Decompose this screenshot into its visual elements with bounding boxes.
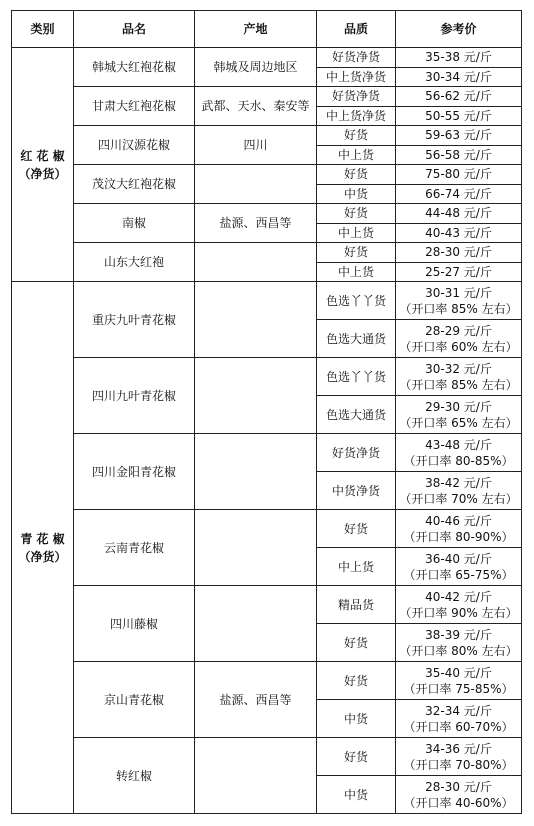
price-cell: 30-34 元/斤 [396, 67, 522, 87]
table-row [12, 434, 522, 472]
header-product: 品名 [74, 11, 195, 48]
category-green-note: （净货） [18, 549, 67, 564]
open-rate-note: （开口率 60-70%） [403, 719, 514, 734]
open-rate-note: （开口率 60% 左右） [399, 339, 518, 354]
price-cell: 59-63 元/斤 [396, 126, 522, 146]
price-value: 30-32 元/斤 [425, 361, 492, 376]
table-row [12, 662, 522, 700]
quality-cell: 好货 [317, 126, 396, 146]
table-row [12, 510, 522, 548]
table-row [12, 165, 522, 185]
table-row [12, 48, 522, 68]
quality-cell: 中上货 [317, 548, 396, 586]
quality-cell: 中货 [317, 776, 396, 814]
product-origin [195, 165, 317, 204]
price-value: 28-29 元/斤 [425, 323, 492, 338]
price-cell: 75-80 元/斤 [396, 165, 522, 185]
quality-cell: 中上货 [317, 223, 396, 243]
quality-cell: 好货 [317, 204, 396, 224]
category-red-name: 红 花 椒 [20, 148, 65, 163]
product-name: 重庆九叶青花椒 [74, 282, 195, 358]
price-cell: 56-58 元/斤 [396, 145, 522, 165]
price-cell [396, 738, 522, 776]
quality-cell: 好货 [317, 165, 396, 185]
header-category: 类别 [12, 11, 74, 48]
price-cell: 40-43 元/斤 [396, 223, 522, 243]
table-row [12, 282, 522, 320]
quality-cell: 好货 [317, 510, 396, 548]
quality-cell: 色选丫丫货 [317, 358, 396, 396]
product-name: 南椒 [74, 204, 195, 243]
category-green [12, 282, 74, 814]
product-origin: 韩城及周边地区 [195, 48, 317, 87]
price-cell [396, 396, 522, 434]
price-cell: 56-62 元/斤 [396, 87, 522, 107]
price-cell [396, 320, 522, 358]
category-green-name: 青 花 椒 [20, 531, 65, 546]
open-rate-note: （开口率 75-85%） [403, 681, 514, 696]
product-name: 四川藤椒 [74, 586, 195, 662]
price-cell [396, 548, 522, 586]
header-price: 参考价 [396, 11, 522, 48]
product-name: 茂汶大红袍花椒 [74, 165, 195, 204]
table-row [12, 586, 522, 624]
quality-cell: 好货净货 [317, 434, 396, 472]
price-value: 36-40 元/斤 [425, 551, 492, 566]
product-name: 云南青花椒 [74, 510, 195, 586]
quality-cell: 中上货 [317, 262, 396, 282]
quality-cell: 中货 [317, 700, 396, 738]
product-origin: 盐源、西昌等 [195, 662, 317, 738]
product-origin: 盐源、西昌等 [195, 204, 317, 243]
price-cell: 50-55 元/斤 [396, 106, 522, 126]
open-rate-note: （开口率 85% 左右） [399, 377, 518, 392]
price-cell [396, 776, 522, 814]
price-value: 32-34 元/斤 [425, 703, 492, 718]
quality-cell: 中上货净货 [317, 67, 396, 87]
price-value: 29-30 元/斤 [425, 399, 492, 414]
open-rate-note: （开口率 70% 左右） [399, 491, 518, 506]
quality-cell: 好货 [317, 243, 396, 263]
quality-cell: 中货 [317, 184, 396, 204]
price-cell [396, 624, 522, 662]
table-row [12, 126, 522, 146]
price-value: 43-48 元/斤 [425, 437, 492, 452]
product-name: 韩城大红袍花椒 [74, 48, 195, 87]
price-value: 40-46 元/斤 [425, 513, 492, 528]
price-value: 40-42 元/斤 [425, 589, 492, 604]
open-rate-note: （开口率 80-90%） [403, 529, 514, 544]
product-origin [195, 358, 317, 434]
product-name: 四川汉源花椒 [74, 126, 195, 165]
open-rate-note: （开口率 40-60%） [403, 795, 514, 810]
table-row [12, 358, 522, 396]
quality-cell: 中上货净货 [317, 106, 396, 126]
quality-cell: 好货 [317, 662, 396, 700]
price-cell [396, 358, 522, 396]
price-table [11, 10, 522, 814]
open-rate-note: （开口率 80% 左右） [399, 643, 518, 658]
quality-cell: 色选大通货 [317, 320, 396, 358]
price-value: 35-40 元/斤 [425, 665, 492, 680]
table-row [12, 87, 522, 107]
header-quality: 品质 [317, 11, 396, 48]
price-cell [396, 510, 522, 548]
price-value: 38-42 元/斤 [425, 475, 492, 490]
product-origin: 四川 [195, 126, 317, 165]
quality-cell: 中货净货 [317, 472, 396, 510]
quality-cell: 精品货 [317, 586, 396, 624]
open-rate-note: （开口率 65-75%） [403, 567, 514, 582]
product-name: 京山青花椒 [74, 662, 195, 738]
price-cell [396, 586, 522, 624]
price-cell: 28-30 元/斤 [396, 243, 522, 263]
table-row [12, 204, 522, 224]
price-cell: 35-38 元/斤 [396, 48, 522, 68]
product-origin [195, 434, 317, 510]
price-cell [396, 472, 522, 510]
table-row [12, 738, 522, 776]
product-origin [195, 243, 317, 282]
quality-cell: 好货净货 [317, 87, 396, 107]
open-rate-note: （开口率 85% 左右） [399, 301, 518, 316]
product-name: 四川九叶青花椒 [74, 358, 195, 434]
product-origin [195, 738, 317, 814]
header-origin: 产地 [195, 11, 317, 48]
quality-cell: 色选大通货 [317, 396, 396, 434]
product-name: 甘肃大红袍花椒 [74, 87, 195, 126]
price-value: 34-36 元/斤 [425, 741, 492, 756]
price-cell: 44-48 元/斤 [396, 204, 522, 224]
product-origin [195, 510, 317, 586]
open-rate-note: （开口率 80-85%） [403, 453, 514, 468]
open-rate-note: （开口率 90% 左右） [399, 605, 518, 620]
price-cell [396, 662, 522, 700]
quality-cell: 色选丫丫货 [317, 282, 396, 320]
product-origin [195, 586, 317, 662]
category-red [12, 48, 74, 282]
product-name: 山东大红袍 [74, 243, 195, 282]
product-name: 转红椒 [74, 738, 195, 814]
price-cell: 25-27 元/斤 [396, 262, 522, 282]
price-cell: 66-74 元/斤 [396, 184, 522, 204]
price-value: 38-39 元/斤 [425, 627, 492, 642]
product-origin [195, 282, 317, 358]
category-red-note: （净货） [18, 166, 67, 181]
quality-cell: 好货 [317, 624, 396, 662]
quality-cell: 中上货 [317, 145, 396, 165]
header-row [12, 11, 522, 48]
product-name: 四川金阳青花椒 [74, 434, 195, 510]
open-rate-note: （开口率 70-80%） [403, 757, 514, 772]
quality-cell: 好货净货 [317, 48, 396, 68]
price-cell [396, 434, 522, 472]
price-cell [396, 700, 522, 738]
product-origin: 武都、天水、秦安等 [195, 87, 317, 126]
price-value: 28-30 元/斤 [425, 779, 492, 794]
table-row [12, 243, 522, 263]
open-rate-note: （开口率 65% 左右） [399, 415, 518, 430]
quality-cell: 好货 [317, 738, 396, 776]
price-cell [396, 282, 522, 320]
price-value: 30-31 元/斤 [425, 285, 492, 300]
